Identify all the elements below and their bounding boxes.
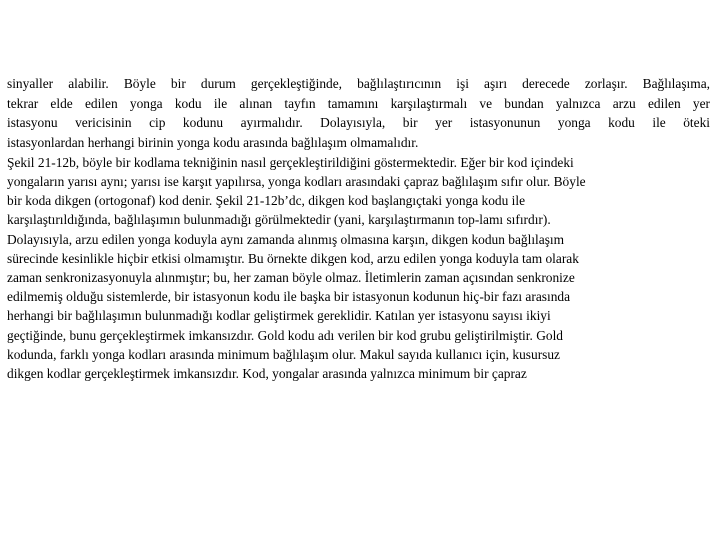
paragraph-2-line-7: zaman senkronizasyonuyla alınmıştır; bu, her zaman böyle olmaz. İletimlerin zaman açısından senkronize (7, 269, 575, 285)
paragraph-1-line-2: tekrar elde edilen yonga kodu ile alınan tayfın tamamını karşılaştırmalı ve bundan yalnızca arzu edilen yer (7, 95, 710, 111)
paragraph-1-line-3: istasyonu vericisinin cip kodunu ayırmalıdır. Dolayısıyla, bir yer istasyonunun yonga kodu ile öteki (7, 115, 710, 131)
paragraph-2-line-12: dikgen kodlar gerçekleştirmek imkansızdır. Kod, yongalar arasında yalnızca minimum bir çapraz (7, 365, 527, 381)
paragraph-2-line-2: yongaların yarısı aynı; yarısı ise karşıt yapılırsa, yonga kodları arasındaki çapraz bağlılaşım sıfır olur. Böyle (7, 173, 586, 189)
paragraph-1-line-4: istasyonlardan herhangi birinin yonga kodu arasında bağlılaşım olmamalıdır. (7, 135, 419, 151)
paragraph-2-line-10: geçtiğinde, bunu gerçekleştirmek imkansızdır. Gold kodu adı verilen bir kod grubu geliştirilmiştir. Gold (7, 327, 563, 343)
paragraph-2-line-9: herhangi bir bağlılaşımın bulunmadığı kodlar geliştirmek gereklidir. Katılan yer istasyonu sayısı ikiyi (7, 308, 551, 324)
paragraph-2-line-3: bir koda dikgen (ortogonaf) kod denir. Şekil 21-12b’dc, dikgen kod başlangıçtaki yonga kodu ile (7, 193, 526, 209)
paragraph-2-line-11: kodunda, farklı yonga kodları arasında minimum bağlılaşım olur. Makul sayıda kullanıcı için, kusursuz (7, 346, 560, 362)
paragraph-2 (7, 153, 710, 383)
paragraph-2-line-4: karşılaştırıldığında, bağlılaşımın bulunmadığı görülmektedir (yani, karşılaştırmanın top-lamı sıfırdır). (7, 212, 551, 228)
paragraph-2-line-8: edilmemiş olduğu sistemlerde, bir istasyonun kodu ile başka bir istasyonun kodunun hiç-bir fazı arasında (7, 289, 571, 305)
paragraph-1-line-1: sinyaller alabilir. Böyle bir durum gerçekleştiğinde, bağlılaştırıcının işi aşırı derecede zorlaşır. Bağlılaşıma, (7, 76, 710, 91)
paragraph-2-line-6: sürecinde kesinlikle hiçbir etkisi olmamıştır. Bu örnekte dikgen kod, arzu edilen yonga koduyla tam olarak (7, 250, 579, 266)
body-text (7, 74, 710, 383)
paragraph-2-line-5: Dolayısıyla, arzu edilen yonga koduyla aynı zamanda alınmış olmasına karşın, dikgen kodun bağlılaşım (7, 231, 565, 247)
paragraph-1 (7, 74, 710, 153)
paragraph-2-line-1: Şekil 21-12b, böyle bir kodlama tekniğinin nasıl gerçekleştirildiğini göstermektedir. Eğer bir kod içindeki (7, 154, 574, 170)
